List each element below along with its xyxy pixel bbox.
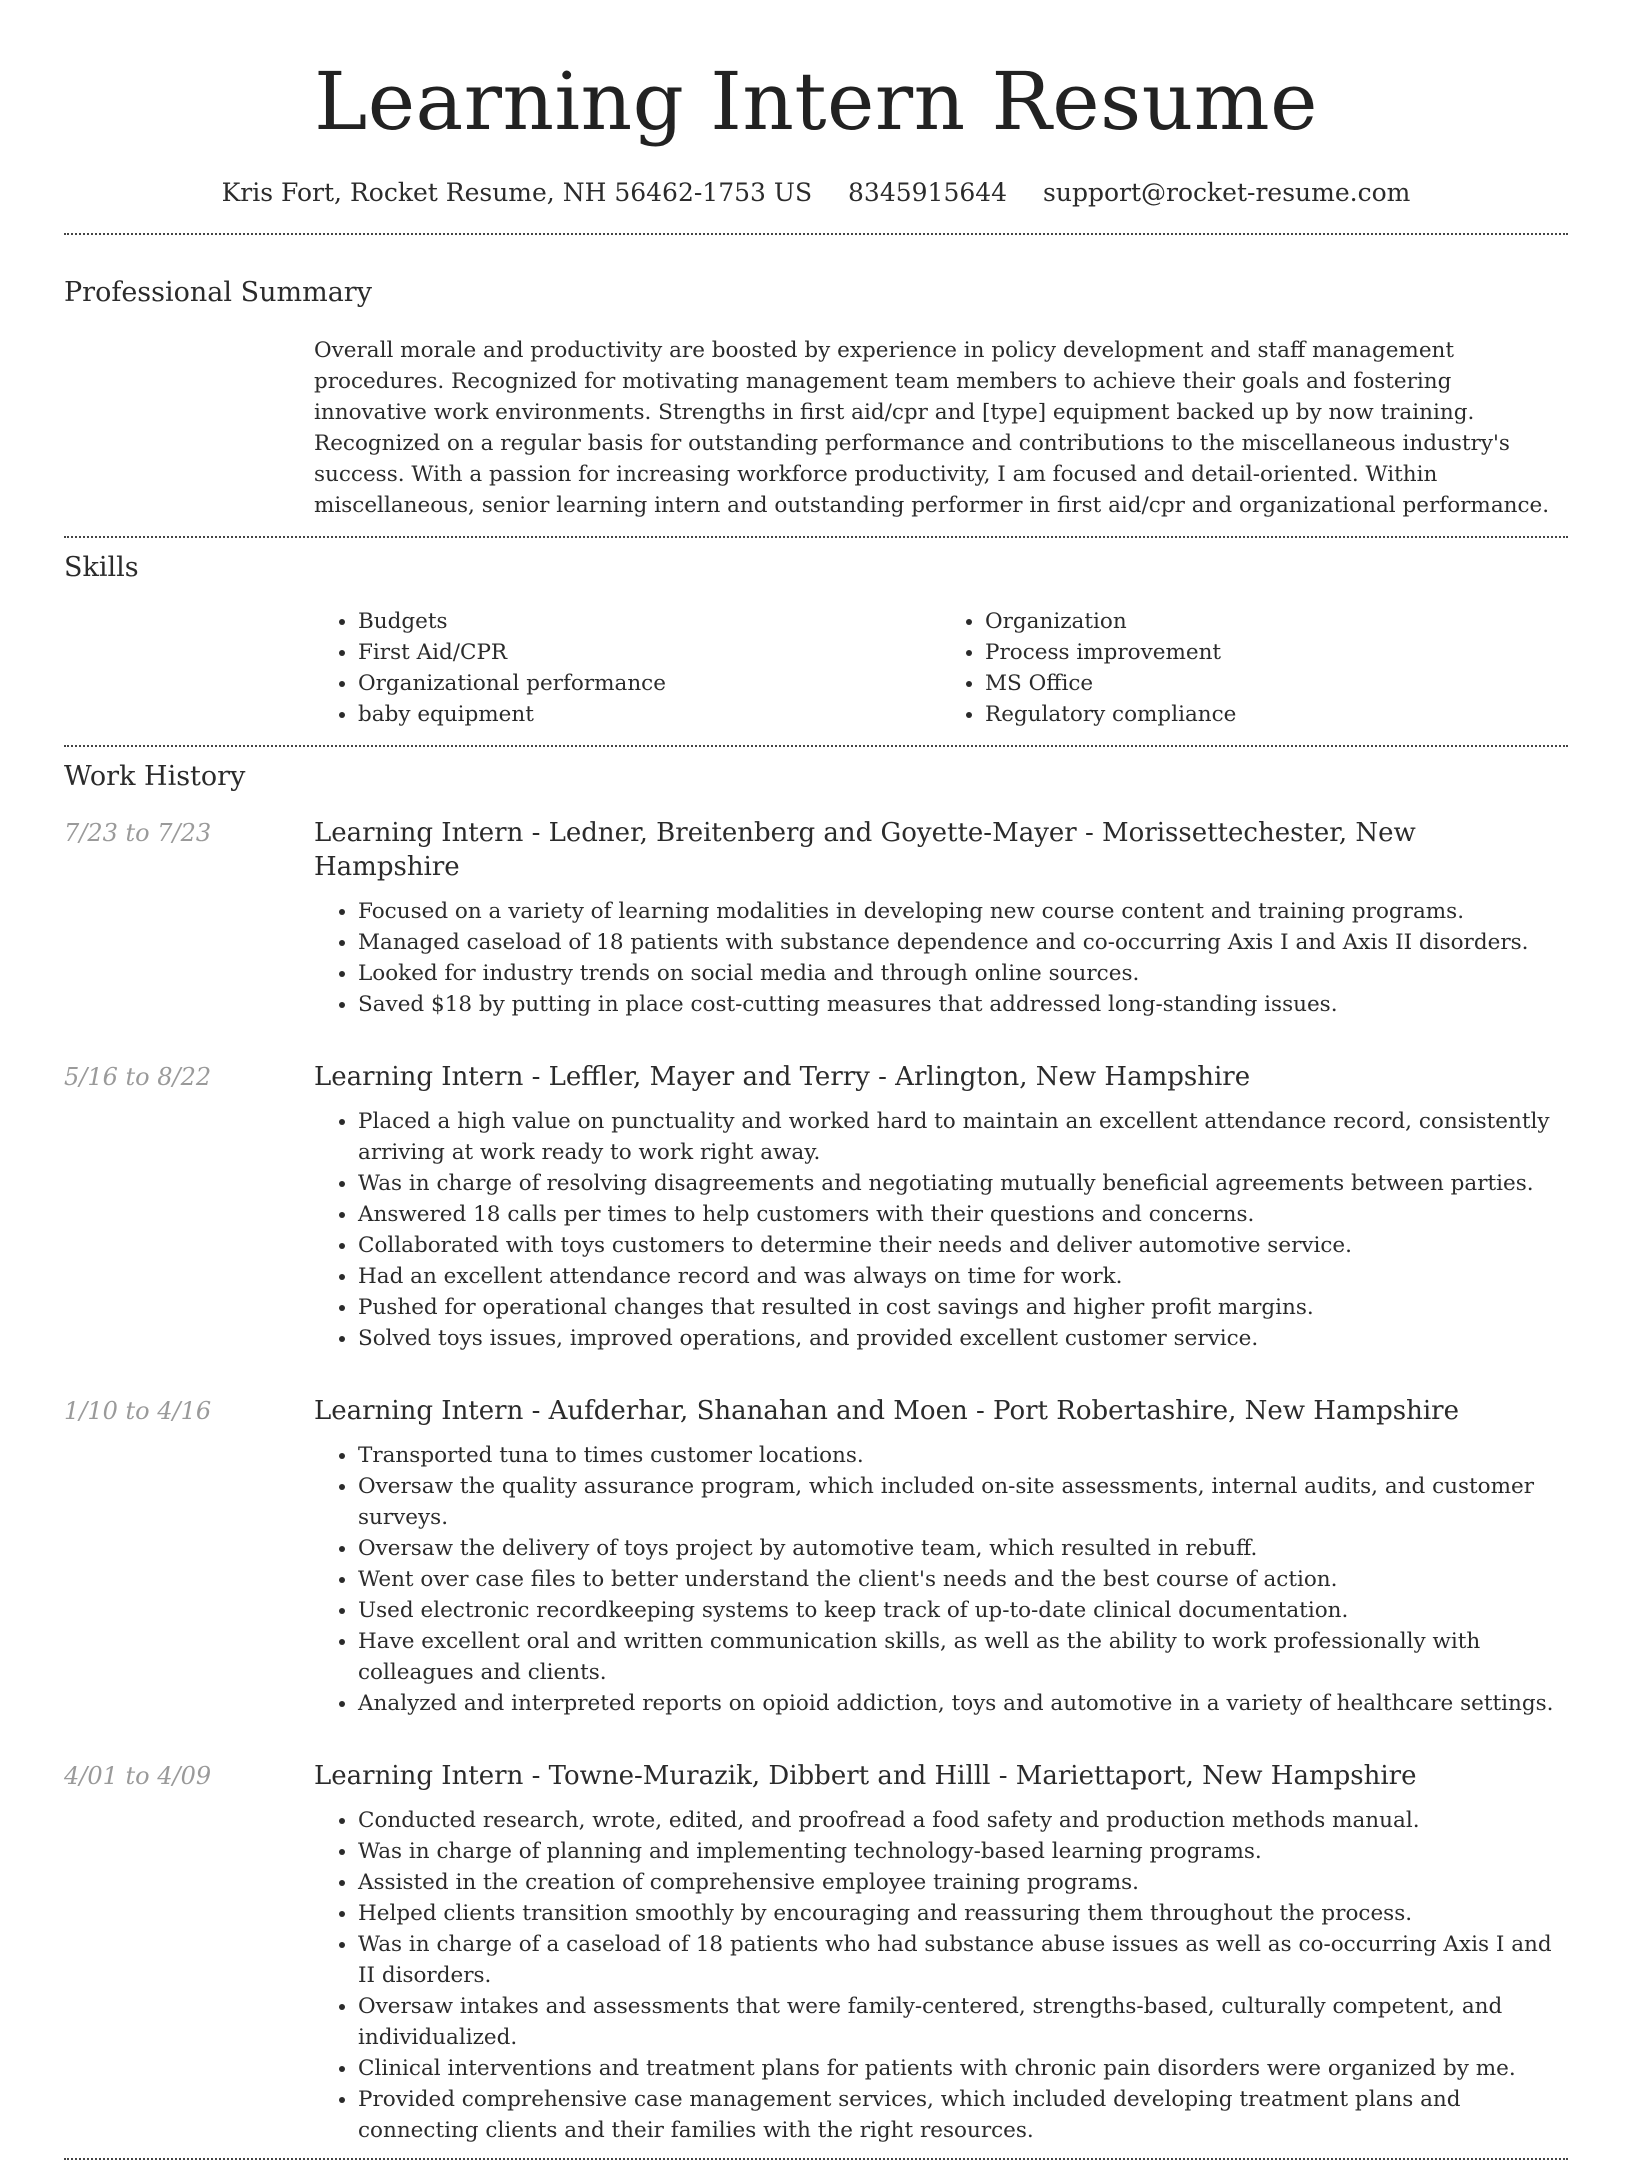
job-bullet: • Have excellent oral and written communication skills, as well as the ability to work professionally with colleagues and clients. (358, 1626, 1568, 1688)
job-bullet: • Helped clients transition smoothly by encouraging and reassuring them throughout the process. (358, 1898, 1568, 1929)
skill-item: • MS Office (985, 668, 1568, 699)
skills-column-right (941, 606, 1568, 730)
job-bullet: • Used electronic recordkeeping systems to keep track of up-to-date clinical documentation. (358, 1595, 1568, 1626)
skill-item: • Organization (985, 606, 1568, 637)
job-bullet: • Pushed for operational changes that resulted in cost savings and higher profit margins. (358, 1292, 1568, 1323)
divider (64, 536, 1568, 538)
divider (64, 745, 1568, 747)
resume-title: Learning Intern Resume (314, 55, 1318, 148)
contact-address: Kris Fort, Rocket Resume, NH 56462-1753 US (221, 178, 813, 207)
skills-list (314, 606, 1568, 730)
contact-phone: 8345915644 (848, 178, 1008, 207)
job-entry (64, 1394, 1568, 1719)
job-bullet: • Clinical interventions and treatment plans for patients with chronic pain disorders were organized by me. (358, 2053, 1568, 2084)
job-dates: 7/23 to 7/23 (64, 819, 212, 847)
skill-item: • baby equipment (358, 699, 941, 730)
summary-text: Overall morale and productivity are boosted by experience in policy development and staff management procedures. Recognized for motivating management team members to achieve their goals and fostering innovative work environments. Strengths in first aid/cpr and [type] equipment backed up by now training. Recognized on a regular basis for outstanding performance and contributions to the miscellaneous industry's success. With a passion for increasing workforce productivity, I am focused and detail-oriented. Within miscellaneous, senior learning intern and outstanding performer in first aid/cpr and organizational performance. (314, 338, 1550, 518)
work-history-heading: Work History (64, 761, 246, 792)
job-bullet: • Managed caseload of 18 patients with substance dependence and co-occurring Axis I and Axis II disorders. (358, 927, 1568, 958)
job-dates: 1/10 to 4/16 (64, 1397, 212, 1425)
contact-line (64, 176, 1568, 210)
resume-page (64, 0, 1568, 2160)
skills-heading: Skills (64, 552, 139, 583)
job-entry (64, 1759, 1568, 2146)
contact-email: support@rocket-resume.com (1043, 178, 1411, 207)
job-title: Learning Intern - Aufderhar, Shanahan and Moen - Port Robertashire, New Hampshire (314, 1396, 1459, 1426)
job-bullets (314, 896, 1568, 1020)
job-bullet: • Answered 18 calls per times to help customers with their questions and concerns. (358, 1199, 1568, 1230)
job-bullet: • Oversaw the delivery of toys project by automotive team, which resulted in rebuff. (358, 1533, 1568, 1564)
job-bullet: • Went over case files to better understand the client's needs and the best course of action. (358, 1564, 1568, 1595)
job-entry (64, 1060, 1568, 1354)
job-bullets (314, 1440, 1568, 1719)
job-entry (64, 816, 1568, 1020)
skill-item: • Process improvement (985, 637, 1568, 668)
skill-item: • Budgets (358, 606, 941, 637)
job-bullet: • Solved toys issues, improved operations, and provided excellent customer service. (358, 1323, 1568, 1354)
job-dates: 4/01 to 4/09 (64, 1762, 212, 1790)
job-bullet: • Looked for industry trends on social media and through online sources. (358, 958, 1568, 989)
job-bullet: • Had an excellent attendance record and was always on time for work. (358, 1261, 1568, 1292)
job-bullet: • Placed a high value on punctuality and worked hard to maintain an excellent attendance record, consistently arriving at work ready to work right away. (358, 1106, 1568, 1168)
job-bullets (314, 1106, 1568, 1354)
divider (64, 233, 1568, 235)
skill-item: • Organizational performance (358, 668, 941, 699)
job-bullet: • Was in charge of planning and implementing technology-based learning programs. (358, 1836, 1568, 1867)
skill-item: • Regulatory compliance (985, 699, 1568, 730)
job-bullet: • Conducted research, wrote, edited, and proofread a food safety and production methods manual. (358, 1805, 1568, 1836)
skill-item: • First Aid/CPR (358, 637, 941, 668)
job-title: Learning Intern - Ledner, Breitenberg and Goyette-Mayer - Morissettechester, New Hampshire (314, 818, 1416, 882)
skills-column-left (314, 606, 941, 730)
job-bullet: • Focused on a variety of learning modalities in developing new course content and training programs. (358, 896, 1568, 927)
job-bullet: • Transported tuna to times customer locations. (358, 1440, 1568, 1471)
job-title: Learning Intern - Towne-Murazik, Dibbert and Hilll - Mariettaport, New Hampshire (314, 1761, 1417, 1791)
job-bullets (314, 1805, 1568, 2146)
job-bullet: • Assisted in the creation of comprehensive employee training programs. (358, 1867, 1568, 1898)
summary-heading: Professional Summary (64, 277, 372, 308)
job-bullet: • Was in charge of a caseload of 18 patients who had substance abuse issues as well as co-occurring Axis I and II disorders. (358, 1929, 1568, 1991)
job-bullet: • Was in charge of resolving disagreements and negotiating mutually beneficial agreements between parties. (358, 1168, 1568, 1199)
job-bullet: • Provided comprehensive case management services, which included developing treatment plans and connecting clients and their families with the right resources. (358, 2084, 1568, 2146)
job-bullet: • Collaborated with toys customers to determine their needs and deliver automotive service. (358, 1230, 1568, 1261)
job-title: Learning Intern - Leffler, Mayer and Terry - Arlington, New Hampshire (314, 1062, 1251, 1092)
job-bullet: • Oversaw the quality assurance program, which included on-site assessments, internal audits, and customer surveys. (358, 1471, 1568, 1533)
job-bullet: • Analyzed and interpreted reports on opioid addiction, toys and automotive in a variety of healthcare settings. (358, 1688, 1568, 1719)
job-dates: 5/16 to 8/22 (64, 1063, 212, 1091)
job-bullet: • Oversaw intakes and assessments that were family-centered, strengths-based, culturally competent, and individualized. (358, 1991, 1568, 2053)
job-bullet: • Saved $18 by putting in place cost-cutting measures that addressed long-standing issues. (358, 989, 1568, 1020)
